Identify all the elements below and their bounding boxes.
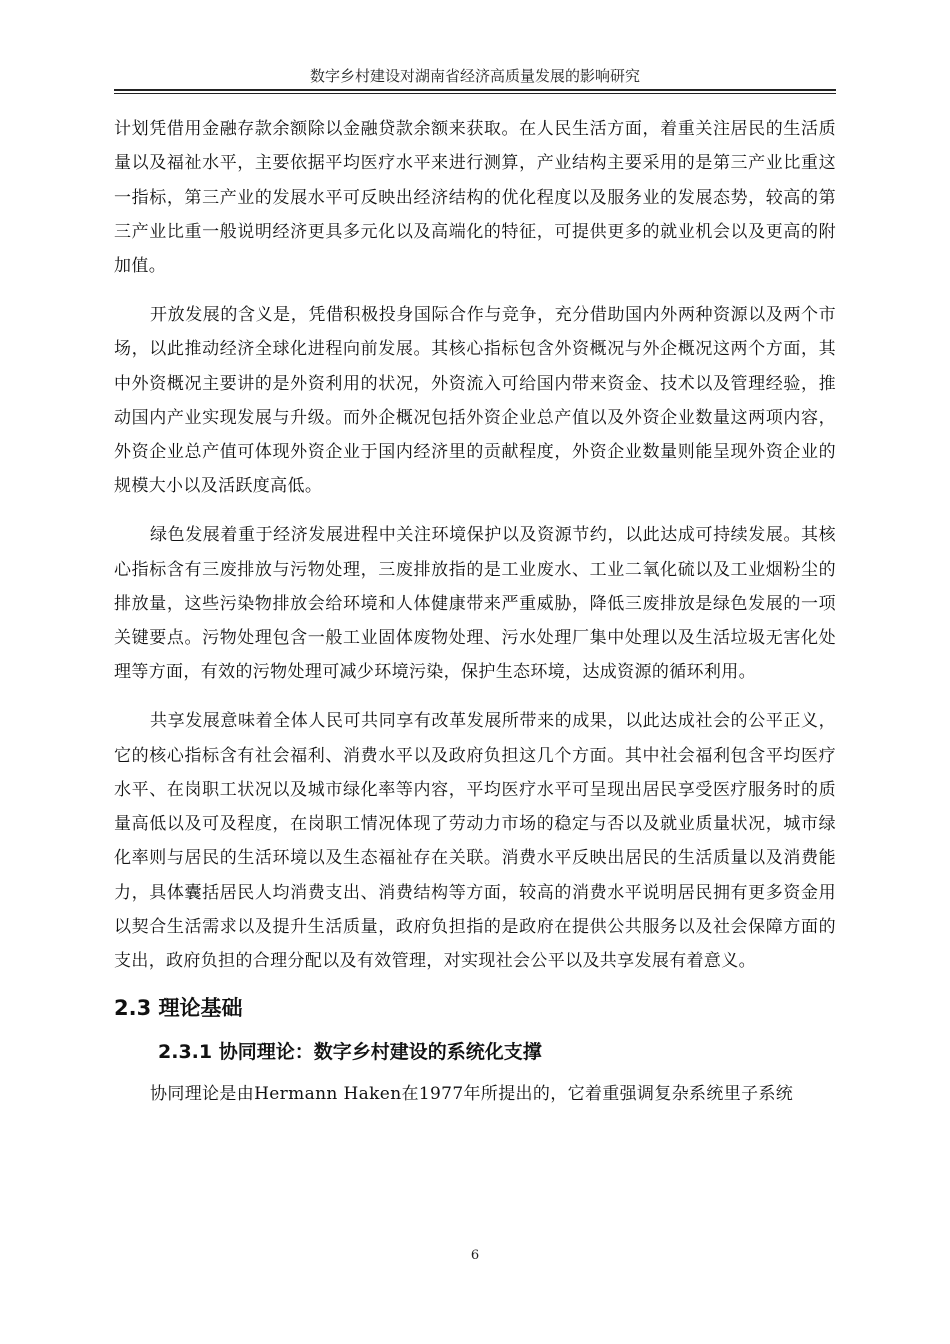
paragraph-continued: 计划凭借用金融存款余额除以金融贷款余额来获取。在人民生活方面，着重关注居民的生活质量以及福祉水平，主要依据平均医疗水平来进行测算，产业结构主要采用的是第三产业比重这一指标，第三产业的发展水平可反映出经济结构的优化程度以及服务业的发展态势，较高的第三产业比重一般说明经济更具多元化以及高端化的特征，可提供更多的就业机会以及更高的附加值。	[114, 119, 836, 277]
paragraph-open-development: 开放发展的含义是，凭借积极投身国际合作与竞争，充分借助国内外两种资源以及两个市场，以此推动经济全球化进程向前发展。其核心指标包含外资概况与外企概况这两个方面，其中外资概况主要讲的是外资利用的状况，外资流入可给国内带来资金、技术以及管理经验，推动国内产业实现发展与升级。而外企概况包括外资企业总产值以及外资企业数量这两项内容，外资企业总产值可体现外资企业于国内经济里的贡献程度，外资企业数量则能呈现外资企业的规模大小以及活跃度高低。	[114, 304, 836, 497]
header-rule	[114, 89, 836, 91]
paragraph-shared-development: 共享发展意味着全体人民可共同享有改革发展所带来的成果，以此达成社会的公平正义，它的核心指标含有社会福利、消费水平以及政府负担这几个方面。其中社会福利包含平均医疗水平、在岗职工状况以及城市绿化率等内容，平均医疗水平可呈现出居民享受医疗服务时的质量高低以及可及程度，在岗职工情况体现了劳动力市场的稳定与否以及就业质量状况，城市绿化率则与居民的生活环境以及生态福祉存在关联。消费水平反映出居民的生活质量以及消费能力，具体囊括居民人均消费支出、消费结构等方面，较高的消费水平说明居民拥有更多资金用以契合生活需求以及提升生活质量，政府负担指的是政府在提供公共服务以及社会保障方面的支出，政府负担的合理分配以及有效管理，对实现社会公平以及共享发展有着意义。	[114, 711, 836, 972]
paragraph-green-development: 绿色发展着重于经济发展进程中关注环境保护以及资源节约，以此达成可持续发展。其核心指标含有三废排放与污物处理，三废排放指的是工业废水、工业二氧化硫以及工业烟粉尘的排放量，这些污染物排放会给环境和人体健康带来严重威胁，降低三废排放是绿色发展的一项关键要点。污物处理包含一般工业固体废物处理、污水处理厂集中处理以及生活垃圾无害化处理等方面，有效的污物处理可减少环境污染，保护生态环境，达成资源的循环利用。	[114, 525, 836, 683]
page-number: 6	[470, 1248, 480, 1263]
section-heading: 2.3 理论基础	[114, 996, 243, 1021]
running-header: 数字乡村建设对湖南省经济高质量发展的影响研究	[309, 67, 640, 85]
paragraph-synergy-theory: 协同理论是由Hermann Haken在1977年所提出的，它着重强调复杂系统里子系统	[150, 1084, 794, 1105]
header-rule-thin	[114, 93, 836, 94]
subsection-heading: 2.3.1 协同理论：数字乡村建设的系统化支撑	[158, 1041, 542, 1064]
body-text	[114, 112, 836, 1126]
